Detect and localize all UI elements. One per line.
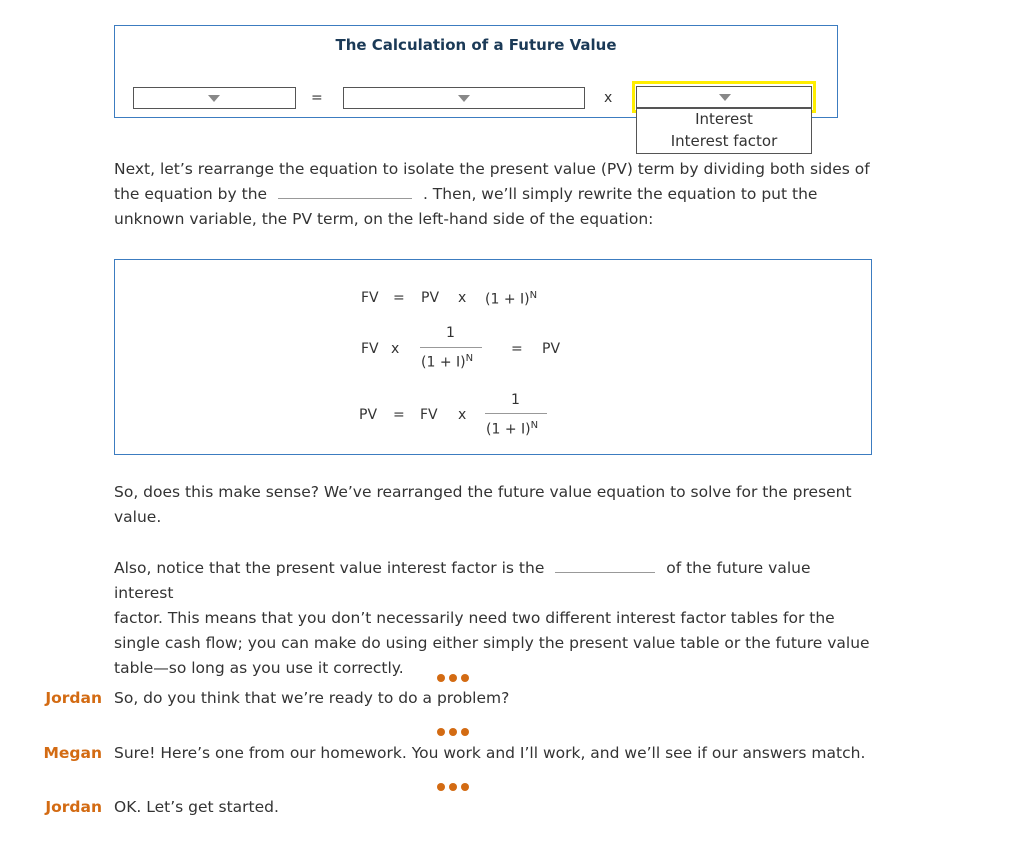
dialogue-text: OK. Let’s get started. — [114, 798, 279, 816]
eq3-times: x — [458, 407, 467, 423]
para1-line2b: . Then, we’ll simply rewrite the equation to put the — [422, 185, 818, 203]
ellipsis-divider — [437, 722, 473, 740]
chevron-down-icon — [719, 94, 731, 101]
interest-factor-dropdown[interactable] — [636, 86, 812, 108]
para1-line2a: the equation by the — [114, 185, 268, 203]
dropdown-menu — [636, 108, 812, 154]
calc-title: The Calculation of a Future Value — [335, 36, 617, 54]
para2-line1: So, does this make sense? We’ve rearranged the future value equation to solve for the present — [114, 483, 852, 501]
eq2-equals: = — [511, 341, 523, 357]
chevron-down-icon — [458, 95, 470, 102]
speaker-name: Megan — [43, 744, 102, 762]
eq2-fraction-bar — [420, 347, 482, 348]
eq1-equals: = — [393, 290, 405, 306]
fv-dropdown[interactable] — [133, 87, 296, 109]
dialogue-text: So, do you think that we’re ready to do a problem? — [114, 689, 510, 707]
pv-dropdown[interactable] — [343, 87, 585, 109]
ellipsis-divider — [437, 668, 473, 686]
para3-line4: table—so long as you use it correctly. — [114, 659, 404, 677]
para3-line1 — [114, 556, 874, 606]
eq3-denominator: $(1 + I)^N$ — [486, 420, 539, 438]
eq3-fraction-bar — [485, 413, 547, 414]
eq2-fv: FV — [361, 341, 379, 357]
eq2-numerator: 1 — [446, 325, 455, 341]
eq1-factor: $(1 + I)^N$ — [485, 290, 538, 308]
eq3-fv: FV — [420, 407, 438, 423]
dropdown-option-interest-factor[interactable]: Interest factor — [670, 132, 778, 150]
chevron-down-icon — [208, 95, 220, 102]
eq1-pv: PV — [421, 290, 440, 306]
para3-line1a: Also, notice that the present value interest factor is the — [114, 559, 545, 577]
para1-line2 — [114, 182, 874, 207]
ellipsis-divider — [437, 777, 473, 795]
dropdown-option-interest[interactable]: Interest — [695, 110, 753, 128]
eq3-equals: = — [393, 407, 405, 423]
para2-line2: value. — [114, 508, 162, 526]
para3-line2: factor. This means that you don’t necessarily need two different interest factor tables for the — [114, 609, 835, 627]
speaker-name: Jordan — [45, 798, 102, 816]
para1-line1: Next, let’s rearrange the equation to isolate the present value (PV) term by dividing both sides of — [114, 160, 870, 178]
para3-line3: single cash flow; you can make do using either simply the present value table or the future value — [114, 634, 870, 652]
equals-sign: = — [311, 90, 323, 106]
times-sign: x — [604, 90, 613, 106]
paragraph-make-sense — [114, 480, 874, 530]
paragraph-rearrange — [114, 157, 874, 232]
para3-line1b: of the future value interest — [114, 559, 811, 602]
eq1-fv: FV — [361, 290, 379, 306]
dialogue-text: Sure! Here’s one from our homework. You work and I’ll work, and we’ll see if our answers match. — [114, 744, 866, 762]
eq3-numerator: 1 — [511, 392, 520, 408]
eq2-pv: PV — [542, 341, 561, 357]
blank-input-1[interactable] — [278, 184, 412, 199]
para1-line3: unknown variable, the PV term, on the left-hand side of the equation: — [114, 210, 654, 228]
paragraph-reciprocal — [114, 556, 874, 681]
eq3-pv: PV — [359, 407, 378, 423]
eq2-times: x — [391, 341, 400, 357]
blank-input-2[interactable] — [555, 558, 655, 573]
speaker-name: Jordan — [45, 689, 102, 707]
eq1-times: x — [458, 290, 467, 306]
eq2-denominator: $(1 + I)^N$ — [421, 353, 474, 371]
